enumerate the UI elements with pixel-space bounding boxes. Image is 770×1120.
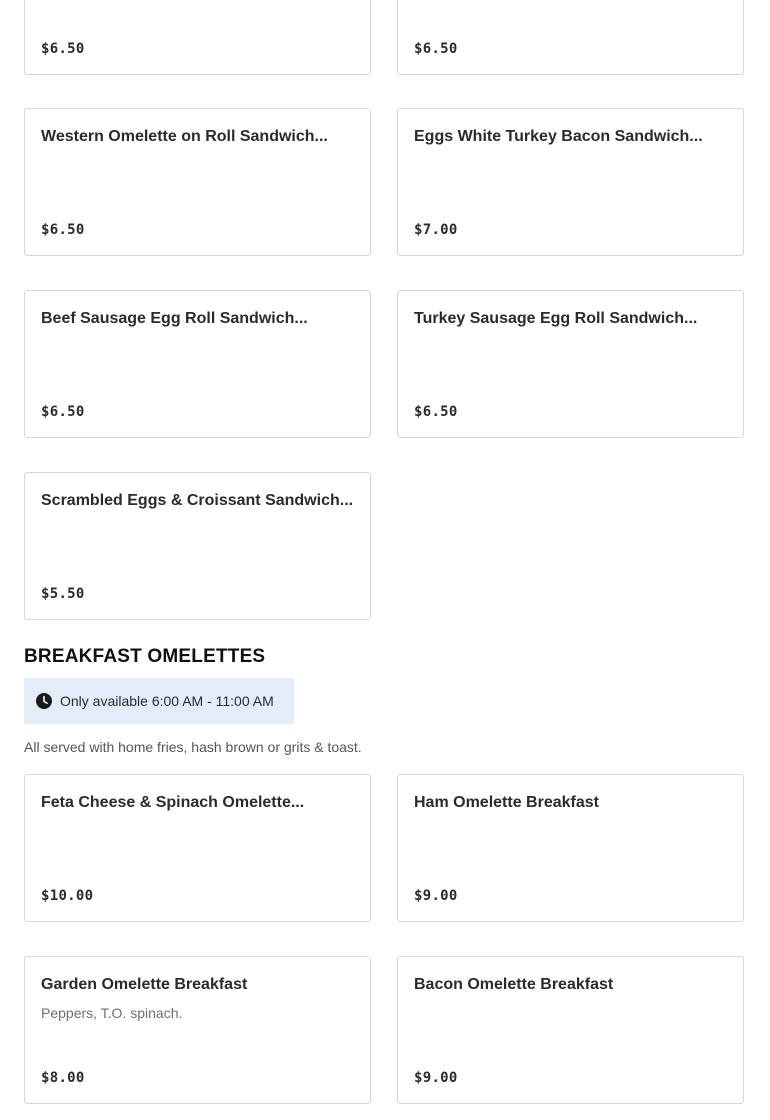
menu-item-name: Feta Cheese & Spinach Omelette... (41, 794, 305, 811)
menu-item-price: $6.50 (41, 222, 85, 238)
menu-item-name: Eggs White Turkey Bacon Sandwich... (414, 128, 703, 145)
menu-item-name: Beef Sausage Egg Roll Sandwich... (41, 310, 308, 327)
menu-item-price: $6.50 (41, 41, 85, 57)
menu-item-name: Scrambled Eggs & Croissant Sandwich... (41, 492, 354, 509)
availability-banner (24, 678, 294, 724)
menu-item-price: $9.00 (414, 1070, 458, 1086)
section-title: BREAKFAST OMELETTES (24, 646, 266, 667)
availability-text: Only available 6:00 AM - 11:00 AM (60, 693, 274, 709)
menu-item-price: $6.50 (414, 404, 458, 420)
menu-item-name: Bacon Omelette Breakfast (414, 976, 614, 993)
menu-item-card[interactable] (24, 774, 371, 922)
menu-item-card[interactable] (397, 290, 744, 438)
menu-item-card[interactable] (397, 774, 744, 922)
menu-item-name: Ham Omelette Breakfast (414, 794, 599, 811)
clock-icon (36, 693, 52, 709)
menu-item-card[interactable] (24, 108, 371, 256)
menu-item-price: $10.00 (41, 888, 94, 904)
menu-item-price: $7.00 (414, 222, 458, 238)
menu-item-price: $9.00 (414, 888, 458, 904)
menu-item-price: $8.00 (41, 1070, 85, 1086)
menu-item-card[interactable] (397, 108, 744, 256)
menu-item-name: Turkey Sausage Egg Roll Sandwich... (414, 310, 698, 327)
menu-item-price: $6.50 (41, 404, 85, 420)
menu-item-price: $5.50 (41, 586, 85, 602)
menu-item-card[interactable] (24, 290, 371, 438)
menu-item-name: Garden Omelette Breakfast (41, 976, 248, 993)
menu-item-name: Western Omelette on Roll Sandwich... (41, 128, 328, 145)
menu-item-card[interactable] (24, 956, 371, 1104)
menu-item-card[interactable] (397, 0, 744, 75)
menu-item-description: Peppers, T.O. spinach. (41, 1005, 183, 1021)
menu-item-card[interactable] (24, 472, 371, 620)
menu-item-card[interactable] (397, 956, 744, 1104)
menu-item-price: $6.50 (414, 41, 458, 57)
menu-item-card[interactable] (24, 0, 371, 75)
section-description: All served with home fries, hash brown or grits & toast. (24, 739, 362, 755)
